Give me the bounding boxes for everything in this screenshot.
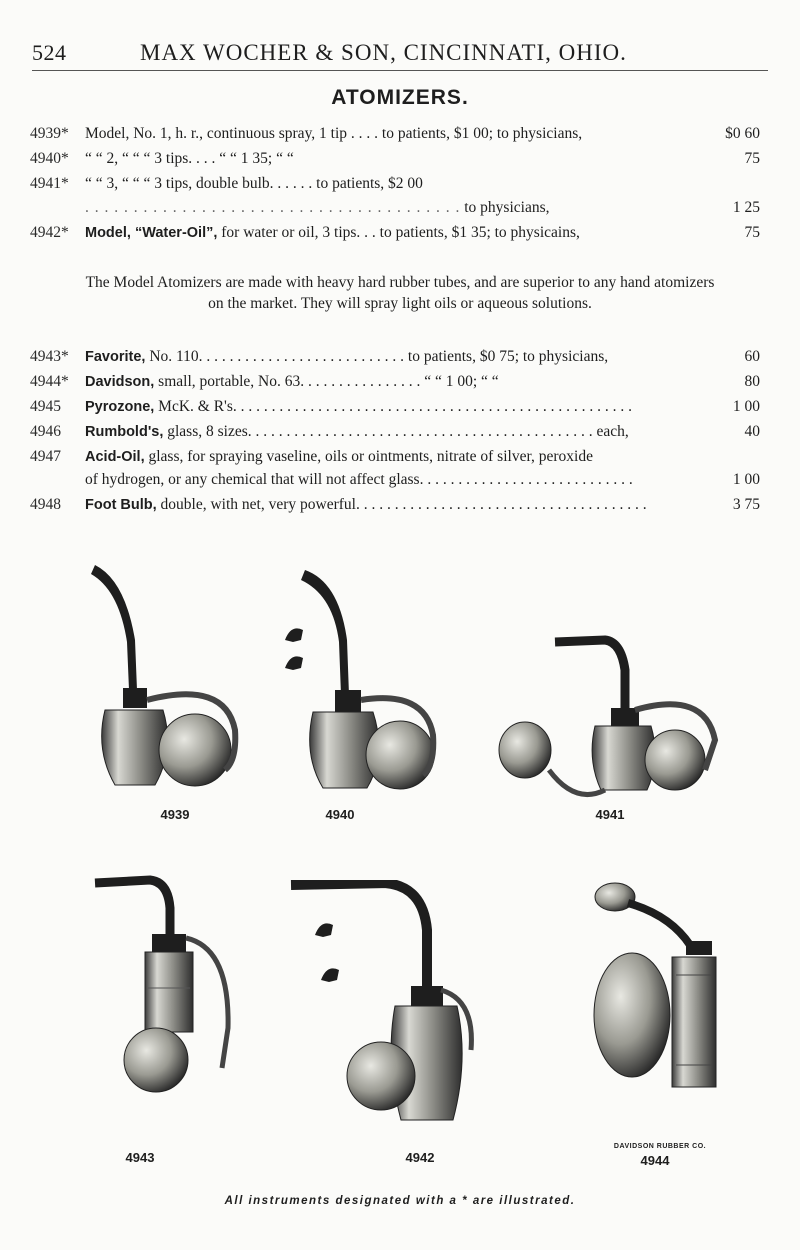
section-title: ATOMIZERS. [331, 86, 469, 109]
price-entry [30, 396, 760, 418]
product-name: Acid-Oil, [85, 449, 145, 465]
price-entry [30, 148, 760, 170]
price-entry [30, 494, 760, 516]
catalog-number: 4943* [30, 348, 69, 365]
entry-price: 80 [744, 373, 760, 390]
entry-text: small, portable, No. 63. . . . . . . . . . . . . . . . “ “ 1 00; “ “ [158, 373, 499, 390]
running-head: MAX WOCHER & SON, CINCINNATI, OHIO. [140, 40, 627, 65]
figure-caption-4942: 4942 [405, 1150, 435, 1165]
footer-note: All instruments designated with a * are illustrated. [224, 1195, 576, 1207]
entry-text: “ “ 2, “ “ “ 3 tips. . . . “ “ 1 35; “ “ [85, 150, 294, 167]
price-entry [30, 469, 760, 491]
entry-text: Model, No. 1, h. r., continuous spray, 1 tip . . . . to patients, $1 00; to physicians, [85, 125, 583, 142]
page-number: 524 [32, 40, 67, 65]
price-entry [30, 197, 760, 219]
price-entry [30, 123, 760, 145]
price-entry [30, 346, 760, 368]
catalog-number: 4942* [30, 224, 69, 241]
entry-text: glass, for spraying vaseline, oils or ointments, nitrate of silver, peroxide [148, 448, 593, 465]
catalog-number: 4946 [30, 423, 61, 440]
atomizer-4939-illustration [85, 560, 255, 800]
entry-price: $0 60 [725, 125, 760, 142]
figure-caption-4941: 4941 [595, 807, 625, 822]
figure-caption-4940: 4940 [325, 807, 355, 822]
entry-price: 1 00 [732, 398, 760, 415]
entry-price: 40 [744, 423, 760, 440]
atomizer-4942-illustration [285, 880, 475, 1130]
dot-leaders: . . . . . . . . . . . . . . . . . . . . . . . . . . . . . . . . . . . . . . . [85, 199, 461, 216]
entry-text: double, with net, very powerful. . . . . . . . . . . . . . . . . . . . . . . . . . . . . . . . . . . . . . [160, 496, 647, 513]
product-name: Model, “Water-Oil”, [85, 225, 218, 241]
entry-text: glass, 8 sizes. . . . . . . . . . . . . . . . . . . . . . . . . . . . . . . . . . . . . . . . . . . . . each, [167, 423, 629, 440]
catalog-number: 4944* [30, 373, 69, 390]
entry-text: “ “ 3, “ “ “ 3 tips, double bulb. . . . . . to patients, $2 00 [85, 175, 423, 192]
entry-text: McK. & R's. . . . . . . . . . . . . . . . . . . . . . . . . . . . . . . . . . . . . . . . . . . . . . . . . . . . [158, 398, 632, 415]
entry-price: 75 [744, 224, 760, 241]
entry-price: 1 00 [732, 471, 760, 488]
catalog-number: 4941* [30, 175, 69, 192]
entry-price: 3 75 [732, 496, 760, 513]
product-name: Pyrozone, [85, 399, 155, 415]
catalog-number: 4940* [30, 150, 69, 167]
figure-caption-4943: 4943 [125, 1150, 155, 1165]
entry-text: for water or oil, 3 tips. . . to patients, $1 35; to physicains, [221, 224, 580, 241]
price-entry [30, 371, 760, 393]
page-header [32, 40, 768, 71]
product-name: Foot Bulb, [85, 497, 157, 513]
product-name: Davidson, [85, 374, 155, 390]
catalog-number: 4948 [30, 496, 61, 513]
atomizer-4943-illustration [90, 868, 240, 1108]
price-entry [30, 421, 760, 443]
entry-price: 75 [744, 150, 760, 167]
catalog-number: 4939* [30, 125, 69, 142]
price-entry [30, 446, 740, 468]
price-entry [30, 173, 740, 195]
atomizer-4944-illustration [590, 875, 730, 1110]
entry-text: to physicians, [464, 199, 550, 216]
atomizer-4941-illustration [495, 630, 725, 800]
entry-continuation: of hydrogen, or any chemical that will not affect glass. . . . . . . . . . . . . . . . . . . . . . . . . . . . [85, 471, 633, 488]
figure-caption-4944: 4944 [640, 1153, 670, 1168]
figure-caption-4939: 4939 [160, 807, 190, 822]
entry-text: No. 110. . . . . . . . . . . . . . . . . . . . . . . . . . . to patients, $0 75; to physicians, [149, 348, 609, 365]
maker-imprint: DAVIDSON RUBBER CO. [613, 1143, 707, 1150]
model-atomizer-note: The Model Atomizers are made with heavy hard rubber tubes, and are superior to any hand atomizers on the market. They will spray light oils or aqueous solutions. [85, 274, 715, 312]
entry-price: 1 25 [732, 199, 760, 216]
catalog-number: 4945 [30, 398, 61, 415]
atomizer-4940-illustration [255, 560, 445, 800]
price-entry [30, 222, 760, 244]
entry-price: 60 [744, 348, 760, 365]
catalog-number: 4947 [30, 448, 61, 465]
product-name: Rumbold's, [85, 424, 164, 440]
product-name: Favorite, [85, 349, 146, 365]
